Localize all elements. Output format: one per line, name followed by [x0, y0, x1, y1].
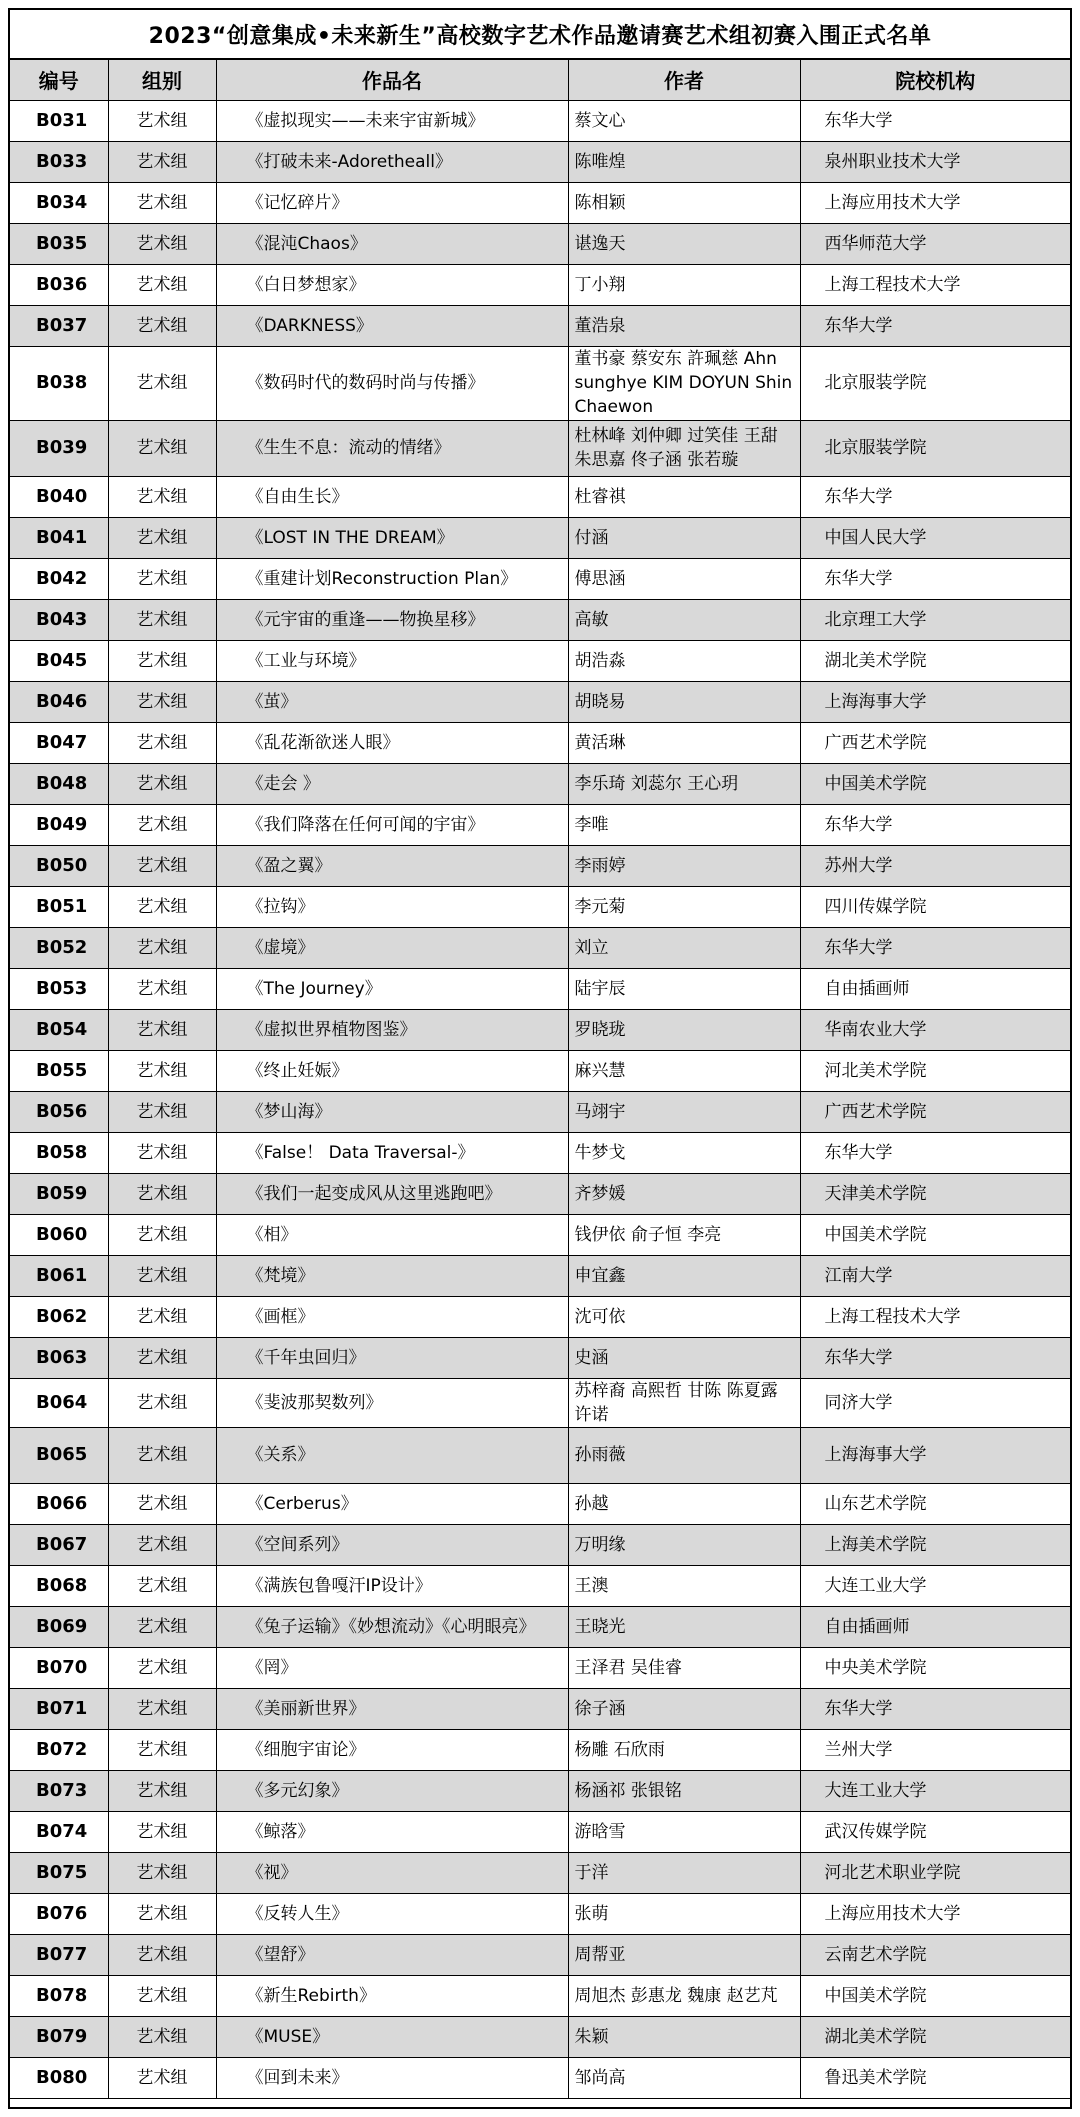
- cell-work: 《梵境》: [216, 1255, 568, 1296]
- cell-id: B061: [10, 1255, 108, 1296]
- results-sheet: [8, 8, 1072, 2109]
- cell-id: B059: [10, 1173, 108, 1214]
- cell-id: B042: [10, 558, 108, 599]
- header-id: 编号: [10, 60, 108, 100]
- cell-school: 自由插画师: [800, 1606, 1070, 1647]
- header-row: [10, 60, 1070, 100]
- cell-group: 艺术组: [108, 640, 216, 681]
- cell-id: B064: [10, 1378, 108, 1427]
- table-row: [10, 1524, 1070, 1565]
- cell-id: B031: [10, 100, 108, 141]
- cell-id: B063: [10, 1337, 108, 1378]
- cell-group: 艺术组: [108, 1483, 216, 1524]
- cell-id: B034: [10, 182, 108, 223]
- table-row: [10, 1009, 1070, 1050]
- cell-group: 艺术组: [108, 1647, 216, 1688]
- cell-work: 《生生不息：流动的情绪》: [216, 420, 568, 476]
- cell-group: 艺术组: [108, 1173, 216, 1214]
- cell-school: 大连工业大学: [800, 1770, 1070, 1811]
- table-row: [10, 1173, 1070, 1214]
- cell-school: 江南大学: [800, 1255, 1070, 1296]
- table-row: [10, 804, 1070, 845]
- cell-id: B035: [10, 223, 108, 264]
- cell-work: 《Cerberus》: [216, 1483, 568, 1524]
- cell-school: 东华大学: [800, 1337, 1070, 1378]
- cell-id: B066: [10, 1483, 108, 1524]
- table-row: [10, 305, 1070, 346]
- cell-author: 胡晓易: [568, 681, 800, 722]
- cell-author: 李乐琦 刘蕊尔 王心玥: [568, 763, 800, 804]
- cell-author: 孙越: [568, 1483, 800, 1524]
- cell-work: 《关系》: [216, 1427, 568, 1483]
- cell-work: 《罔》: [216, 1647, 568, 1688]
- cell-school: 北京服装学院: [800, 346, 1070, 420]
- cell-work: 《新生Rebirth》: [216, 1975, 568, 2016]
- cell-work: 《我们降落在任何可闻的宇宙》: [216, 804, 568, 845]
- cell-author: 陈相颖: [568, 182, 800, 223]
- cell-work: 《白日梦想家》: [216, 264, 568, 305]
- table-row: [10, 100, 1070, 141]
- cell-work: 《满族包鲁嘎汗IP设计》: [216, 1565, 568, 1606]
- cell-group: 艺术组: [108, 681, 216, 722]
- cell-id: B048: [10, 763, 108, 804]
- table-row: [10, 1296, 1070, 1337]
- cell-id: B056: [10, 1091, 108, 1132]
- cell-group: 艺术组: [108, 476, 216, 517]
- cell-id: B070: [10, 1647, 108, 1688]
- cell-school: 上海工程技术大学: [800, 1296, 1070, 1337]
- cell-group: 艺术组: [108, 1132, 216, 1173]
- cell-author: 黄活琳: [568, 722, 800, 763]
- cell-group: 艺术组: [108, 1606, 216, 1647]
- cell-work: 《LOST IN THE DREAM》: [216, 517, 568, 558]
- cell-author: 徐子涵: [568, 1688, 800, 1729]
- page-title: 2023“创意集成•未来新生”高校数字艺术作品邀请赛艺术组初赛入围正式名单: [10, 10, 1070, 60]
- table-row: [10, 722, 1070, 763]
- cell-author: 陆宇辰: [568, 968, 800, 1009]
- cell-group: 艺术组: [108, 1893, 216, 1934]
- cell-author: 王澳: [568, 1565, 800, 1606]
- cell-author: 董书豪 蔡安东 許珮慈 Ahn sunghye KIM DOYUN Shin Chaewon: [568, 346, 800, 420]
- header-author: 作者: [568, 60, 800, 100]
- cell-group: 艺术组: [108, 1255, 216, 1296]
- cell-author: 麻兴慧: [568, 1050, 800, 1091]
- cell-group: 艺术组: [108, 1852, 216, 1893]
- cell-work: 《盈之翼》: [216, 845, 568, 886]
- cell-school: 中央美术学院: [800, 1647, 1070, 1688]
- cell-work: 《多元幻象》: [216, 1770, 568, 1811]
- table-row: [10, 763, 1070, 804]
- cell-author: 苏梓裔 高熙哲 甘陈 陈夏露 许诺: [568, 1378, 800, 1427]
- cell-id: B060: [10, 1214, 108, 1255]
- cell-group: 艺术组: [108, 927, 216, 968]
- cell-group: 艺术组: [108, 2016, 216, 2057]
- cell-group: 艺术组: [108, 1050, 216, 1091]
- cell-author: 于洋: [568, 1852, 800, 1893]
- cell-school: 北京理工大学: [800, 599, 1070, 640]
- table-row: [10, 2057, 1070, 2098]
- cell-work: 《虚境》: [216, 927, 568, 968]
- cell-school: 广西艺术学院: [800, 1091, 1070, 1132]
- cell-work: 《自由生长》: [216, 476, 568, 517]
- cell-author: 钱伊依 俞子恒 李亮: [568, 1214, 800, 1255]
- cell-work: 《千年虫回归》: [216, 1337, 568, 1378]
- cell-group: 艺术组: [108, 264, 216, 305]
- cell-school: 上海海事大学: [800, 1427, 1070, 1483]
- cell-author: 张萌: [568, 1893, 800, 1934]
- cell-work: 《我们一起变成风从这里逃跑吧》: [216, 1173, 568, 1214]
- cell-school: 西华师范大学: [800, 223, 1070, 264]
- table-row: [10, 1255, 1070, 1296]
- cell-work: 《相》: [216, 1214, 568, 1255]
- cell-id: B072: [10, 1729, 108, 1770]
- cell-id: B069: [10, 1606, 108, 1647]
- cell-author: 杜林峰 刘仲卿 过笑佳 王甜 朱思嘉 佟子涵 张若璇: [568, 420, 800, 476]
- cell-group: 艺术组: [108, 1009, 216, 1050]
- cell-author: 丁小翔: [568, 264, 800, 305]
- cell-school: 山东艺术学院: [800, 1483, 1070, 1524]
- results-table: [10, 60, 1070, 2099]
- cell-id: B052: [10, 927, 108, 968]
- cell-school: 上海应用技术大学: [800, 182, 1070, 223]
- table-row: [10, 141, 1070, 182]
- table-row: [10, 927, 1070, 968]
- cell-school: 河北美术学院: [800, 1050, 1070, 1091]
- cell-school: 云南艺术学院: [800, 1934, 1070, 1975]
- cell-work: 《混沌Chaos》: [216, 223, 568, 264]
- cell-work: 《反转人生》: [216, 1893, 568, 1934]
- cell-group: 艺术组: [108, 1975, 216, 2016]
- cell-work: 《DARKNESS》: [216, 305, 568, 346]
- cell-work: 《数码时代的数码时尚与传播》: [216, 346, 568, 420]
- cell-work: 《画框》: [216, 1296, 568, 1337]
- cell-author: 齐梦媛: [568, 1173, 800, 1214]
- cell-group: 艺术组: [108, 845, 216, 886]
- cell-id: B037: [10, 305, 108, 346]
- table-row: [10, 1934, 1070, 1975]
- cell-group: 艺术组: [108, 1770, 216, 1811]
- cell-school: 中国美术学院: [800, 1975, 1070, 2016]
- table-row: [10, 420, 1070, 476]
- cell-id: B045: [10, 640, 108, 681]
- cell-work: 《斐波那契数列》: [216, 1378, 568, 1427]
- cell-work: 《The Journey》: [216, 968, 568, 1009]
- cell-id: B071: [10, 1688, 108, 1729]
- cell-work: 《虚拟现实——未来宇宙新城》: [216, 100, 568, 141]
- table-row: [10, 1852, 1070, 1893]
- cell-school: 东华大学: [800, 927, 1070, 968]
- cell-author: 杨雕 石欣雨: [568, 1729, 800, 1770]
- cell-author: 李唯: [568, 804, 800, 845]
- cell-school: 湖北美术学院: [800, 2016, 1070, 2057]
- cell-author: 朱颖: [568, 2016, 800, 2057]
- cell-group: 艺术组: [108, 1091, 216, 1132]
- table-row: [10, 1337, 1070, 1378]
- cell-id: B073: [10, 1770, 108, 1811]
- cell-group: 艺术组: [108, 722, 216, 763]
- cell-school: 中国人民大学: [800, 517, 1070, 558]
- table-row: [10, 264, 1070, 305]
- cell-group: 艺术组: [108, 804, 216, 845]
- cell-id: B051: [10, 886, 108, 927]
- cell-school: 河北艺术职业学院: [800, 1852, 1070, 1893]
- cell-author: 周帮亚: [568, 1934, 800, 1975]
- cell-work: 《兔子运输》《妙想流动》《心明眼亮》: [216, 1606, 568, 1647]
- cell-group: 艺术组: [108, 2057, 216, 2098]
- cell-group: 艺术组: [108, 1524, 216, 1565]
- header-work: 作品名: [216, 60, 568, 100]
- cell-author: 李元菊: [568, 886, 800, 927]
- cell-id: B053: [10, 968, 108, 1009]
- cell-school: 北京服装学院: [800, 420, 1070, 476]
- table-row: [10, 182, 1070, 223]
- cell-author: 申宜鑫: [568, 1255, 800, 1296]
- cell-id: B068: [10, 1565, 108, 1606]
- cell-work: 《美丽新世界》: [216, 1688, 568, 1729]
- cell-work: 《False！ Data Traversal-》: [216, 1132, 568, 1173]
- cell-work: 《茧》: [216, 681, 568, 722]
- table-row: [10, 2016, 1070, 2057]
- cell-school: 东华大学: [800, 1132, 1070, 1173]
- cell-id: B077: [10, 1934, 108, 1975]
- cell-author: 邹尚高: [568, 2057, 800, 2098]
- cell-work: 《元宇宙的重逢——物换星移》: [216, 599, 568, 640]
- cell-id: B043: [10, 599, 108, 640]
- header-group: 组别: [108, 60, 216, 100]
- cell-group: 艺术组: [108, 763, 216, 804]
- cell-author: 刘立: [568, 927, 800, 968]
- cell-work: 《重建计划Reconstruction Plan》: [216, 558, 568, 599]
- cell-work: 《终止妊娠》: [216, 1050, 568, 1091]
- table-body: [10, 100, 1070, 2098]
- cell-author: 谌逸天: [568, 223, 800, 264]
- cell-author: 马翊宇: [568, 1091, 800, 1132]
- table-row: [10, 1565, 1070, 1606]
- cell-group: 艺术组: [108, 182, 216, 223]
- table-row: [10, 1688, 1070, 1729]
- cell-school: 上海工程技术大学: [800, 264, 1070, 305]
- cell-work: 《回到未来》: [216, 2057, 568, 2098]
- cell-school: 上海海事大学: [800, 681, 1070, 722]
- cell-id: B041: [10, 517, 108, 558]
- table-row: [10, 599, 1070, 640]
- cell-school: 鲁迅美术学院: [800, 2057, 1070, 2098]
- cell-school: 中国美术学院: [800, 1214, 1070, 1255]
- cell-work: 《视》: [216, 1852, 568, 1893]
- cell-id: B079: [10, 2016, 108, 2057]
- cell-work: 《细胞宇宙论》: [216, 1729, 568, 1770]
- cell-work: 《MUSE》: [216, 2016, 568, 2057]
- cell-id: B062: [10, 1296, 108, 1337]
- cell-author: 陈唯煌: [568, 141, 800, 182]
- table-row: [10, 223, 1070, 264]
- cell-group: 艺术组: [108, 100, 216, 141]
- cell-author: 王晓光: [568, 1606, 800, 1647]
- table-row: [10, 681, 1070, 722]
- cell-author: 董浩泉: [568, 305, 800, 346]
- cell-work: 《虚拟世界植物图鉴》: [216, 1009, 568, 1050]
- cell-author: 游晗雪: [568, 1811, 800, 1852]
- table-row: [10, 476, 1070, 517]
- cell-group: 艺术组: [108, 1337, 216, 1378]
- cell-group: 艺术组: [108, 141, 216, 182]
- table-row: [10, 1132, 1070, 1173]
- cell-id: B050: [10, 845, 108, 886]
- cell-school: 东华大学: [800, 558, 1070, 599]
- cell-author: 高敏: [568, 599, 800, 640]
- table-row: [10, 1091, 1070, 1132]
- cell-work: 《乱花渐欲迷人眼》: [216, 722, 568, 763]
- table-row: [10, 1647, 1070, 1688]
- cell-group: 艺术组: [108, 420, 216, 476]
- table-row: [10, 640, 1070, 681]
- cell-author: 付涵: [568, 517, 800, 558]
- cell-author: 史涵: [568, 1337, 800, 1378]
- cell-work: 《走会 》: [216, 763, 568, 804]
- cell-id: B039: [10, 420, 108, 476]
- cell-work: 《梦山海》: [216, 1091, 568, 1132]
- table-row: [10, 845, 1070, 886]
- cell-group: 艺术组: [108, 1565, 216, 1606]
- table-row: [10, 1483, 1070, 1524]
- table-row: [10, 558, 1070, 599]
- table-row: [10, 968, 1070, 1009]
- cell-school: 华南农业大学: [800, 1009, 1070, 1050]
- cell-work: 《拉钩》: [216, 886, 568, 927]
- table-row: [10, 1378, 1070, 1427]
- cell-group: 艺术组: [108, 1688, 216, 1729]
- cell-school: 自由插画师: [800, 968, 1070, 1009]
- cell-id: B046: [10, 681, 108, 722]
- cell-group: 艺术组: [108, 1296, 216, 1337]
- cell-school: 东华大学: [800, 1688, 1070, 1729]
- cell-author: 牛梦戈: [568, 1132, 800, 1173]
- cell-author: 蔡文心: [568, 100, 800, 141]
- cell-id: B076: [10, 1893, 108, 1934]
- cell-author: 周旭杰 彭惠龙 魏康 赵艺芃: [568, 1975, 800, 2016]
- table-row: [10, 1975, 1070, 2016]
- header-school: 院校机构: [800, 60, 1070, 100]
- cell-author: 杨涵祁 张银铭: [568, 1770, 800, 1811]
- cell-work: 《工业与环境》: [216, 640, 568, 681]
- table-row: [10, 1893, 1070, 1934]
- cell-id: B038: [10, 346, 108, 420]
- cell-school: 天津美术学院: [800, 1173, 1070, 1214]
- cell-school: 上海应用技术大学: [800, 1893, 1070, 1934]
- cell-id: B036: [10, 264, 108, 305]
- cell-group: 艺术组: [108, 517, 216, 558]
- table-row: [10, 1214, 1070, 1255]
- cell-group: 艺术组: [108, 968, 216, 1009]
- cell-id: B058: [10, 1132, 108, 1173]
- cell-work: 《望舒》: [216, 1934, 568, 1975]
- cell-author: 李雨婷: [568, 845, 800, 886]
- table-row: [10, 1729, 1070, 1770]
- cell-work: 《打破未来-Adoretheall》: [216, 141, 568, 182]
- cell-id: B067: [10, 1524, 108, 1565]
- cell-school: 四川传媒学院: [800, 886, 1070, 927]
- cell-id: B040: [10, 476, 108, 517]
- cell-author: 孙雨薇: [568, 1427, 800, 1483]
- cell-author: 杜睿祺: [568, 476, 800, 517]
- cell-id: B078: [10, 1975, 108, 2016]
- cell-group: 艺术组: [108, 1729, 216, 1770]
- cell-author: 王泽君 吴佳睿: [568, 1647, 800, 1688]
- cell-author: 万明缘: [568, 1524, 800, 1565]
- cell-school: 东华大学: [800, 100, 1070, 141]
- cell-author: 沈可依: [568, 1296, 800, 1337]
- cell-school: 苏州大学: [800, 845, 1070, 886]
- cell-id: B054: [10, 1009, 108, 1050]
- table-row: [10, 1770, 1070, 1811]
- table-row: [10, 517, 1070, 558]
- cell-school: 大连工业大学: [800, 1565, 1070, 1606]
- cell-author: 傅思涵: [568, 558, 800, 599]
- cell-id: B055: [10, 1050, 108, 1091]
- cell-school: 泉州职业技术大学: [800, 141, 1070, 182]
- cell-group: 艺术组: [108, 1214, 216, 1255]
- cell-author: 胡浩淼: [568, 640, 800, 681]
- cell-group: 艺术组: [108, 305, 216, 346]
- cell-school: 广西艺术学院: [800, 722, 1070, 763]
- cell-work: 《记忆碎片》: [216, 182, 568, 223]
- cell-work: 《空间系列》: [216, 1524, 568, 1565]
- cell-id: B074: [10, 1811, 108, 1852]
- cell-school: 兰州大学: [800, 1729, 1070, 1770]
- table-row: [10, 1811, 1070, 1852]
- cell-school: 东华大学: [800, 804, 1070, 845]
- table-row: [10, 1606, 1070, 1647]
- cell-group: 艺术组: [108, 1811, 216, 1852]
- cell-group: 艺术组: [108, 223, 216, 264]
- cell-group: 艺术组: [108, 558, 216, 599]
- cell-school: 武汉传媒学院: [800, 1811, 1070, 1852]
- cell-work: 《鲸落》: [216, 1811, 568, 1852]
- cell-school: 湖北美术学院: [800, 640, 1070, 681]
- table-row: [10, 346, 1070, 420]
- cell-school: 中国美术学院: [800, 763, 1070, 804]
- cell-school: 东华大学: [800, 305, 1070, 346]
- cell-group: 艺术组: [108, 1427, 216, 1483]
- cell-id: B047: [10, 722, 108, 763]
- table-row: [10, 1050, 1070, 1091]
- cell-school: 东华大学: [800, 476, 1070, 517]
- table-row: [10, 886, 1070, 927]
- cell-author: 罗晓珑: [568, 1009, 800, 1050]
- cell-id: B049: [10, 804, 108, 845]
- cell-id: B075: [10, 1852, 108, 1893]
- cell-group: 艺术组: [108, 599, 216, 640]
- cell-school: 同济大学: [800, 1378, 1070, 1427]
- cell-group: 艺术组: [108, 1934, 216, 1975]
- cell-id: B080: [10, 2057, 108, 2098]
- cell-group: 艺术组: [108, 346, 216, 420]
- cell-group: 艺术组: [108, 886, 216, 927]
- cell-id: B065: [10, 1427, 108, 1483]
- cell-id: B033: [10, 141, 108, 182]
- cell-school: 上海美术学院: [800, 1524, 1070, 1565]
- table-row: [10, 1427, 1070, 1483]
- cell-group: 艺术组: [108, 1378, 216, 1427]
